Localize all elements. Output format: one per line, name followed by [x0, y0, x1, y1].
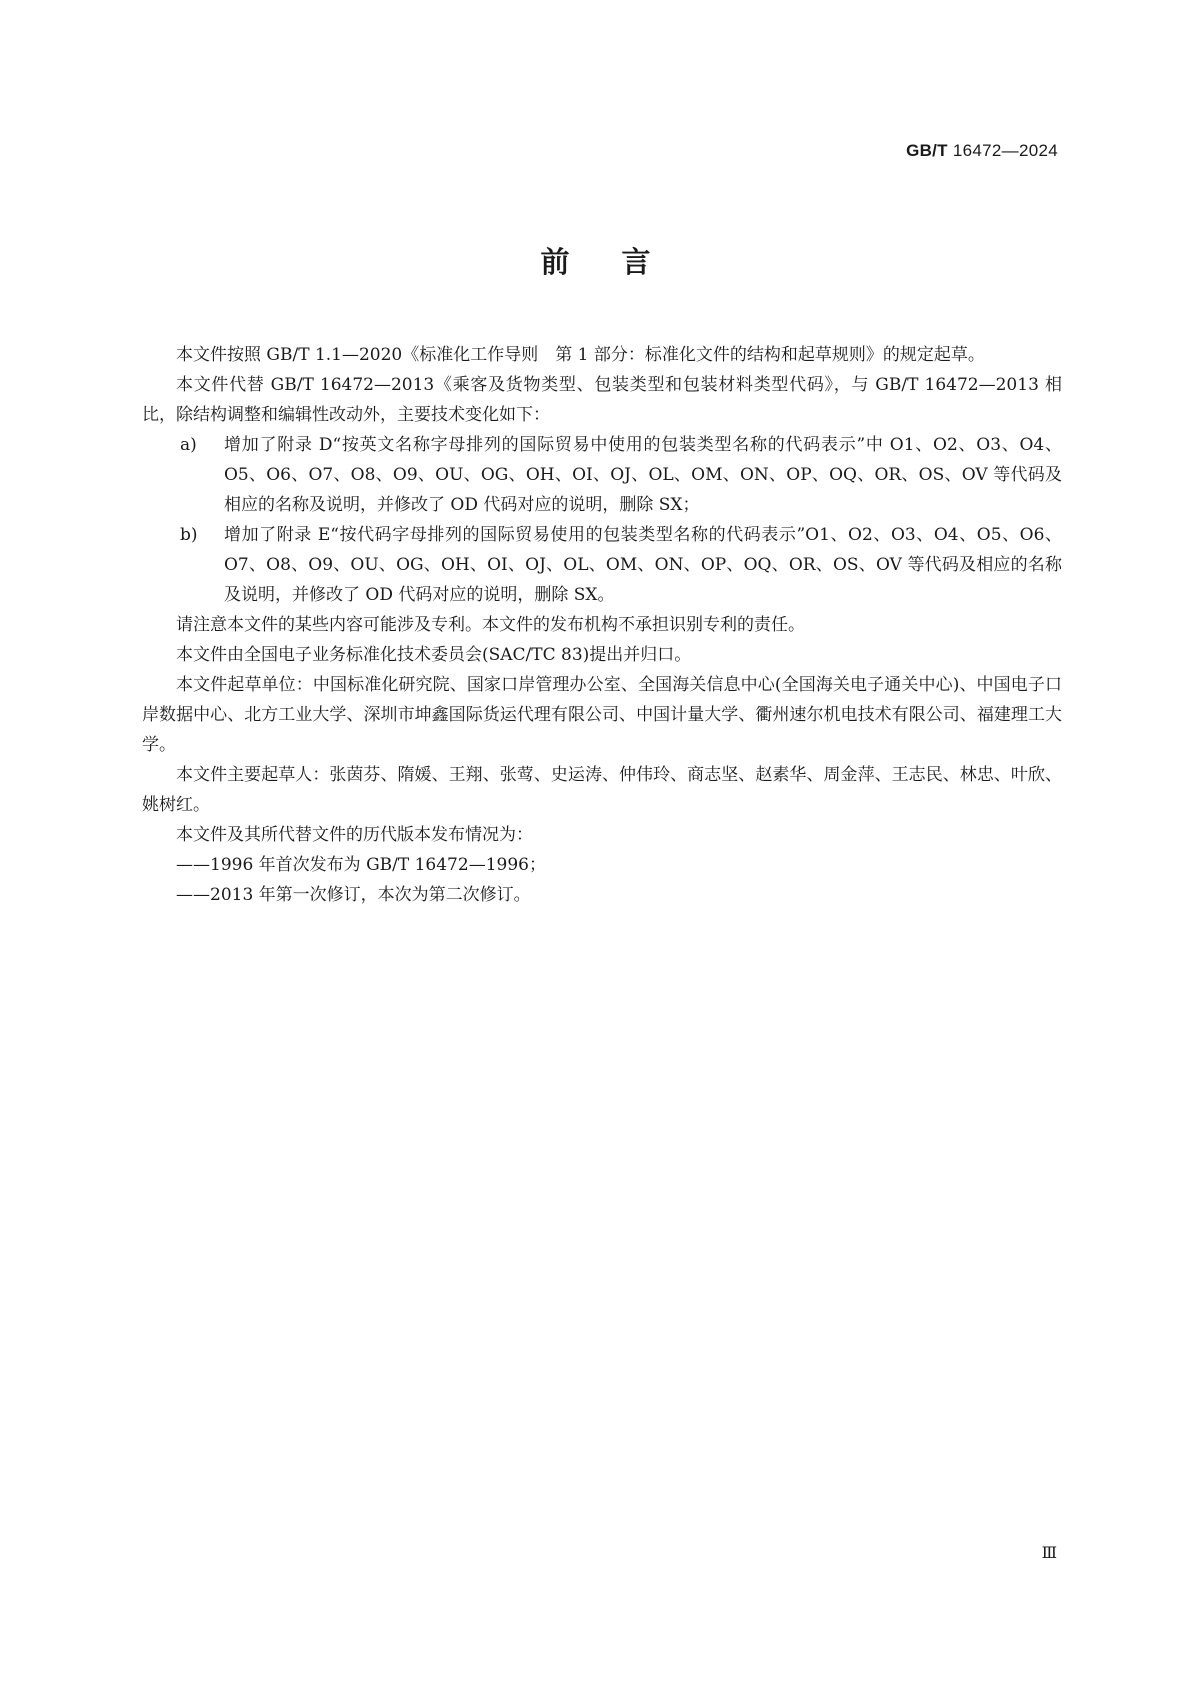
list-item-text: 增加了附录 E“按代码字母排列的国际贸易使用的包装类型名称的代码表示”O1、O2、O3、O4、O5、O6、O7、O8、O9、OU、OG、OH、OI、OJ、OL、OM、ON、OP、OQ、OR、OS、OV 等代码及相应的名称及说明，并修改了 OD 代码对应的说明，删除 SX。 [224, 525, 1062, 605]
page-number: Ⅲ [1041, 1543, 1057, 1562]
paragraph-drafters: 本文件主要起草人：张茵芬、隋媛、王翔、张莺、史运涛、仲伟玲、商志坚、赵素华、周金萍、王志民、林忠、叶欣、姚树红。 [142, 765, 1062, 815]
history-item-2013: ——2013 年第一次修订，本次为第二次修订。 [176, 885, 531, 905]
standard-code [906, 141, 1058, 161]
paragraph-patent-notice: 请注意本文件的某些内容可能涉及专利。本文件的发布机构不承担识别专利的责任。 [176, 615, 805, 635]
paragraph-drafting-units: 本文件起草单位：中国标准化研究院、国家口岸管理办公室、全国海关信息中心(全国海关电子通关中心)、中国电子口岸数据中心、北方工业大学、深圳市坤鑫国际货运代理有限公司、中国计量大学、衢州速尔机电技术有限公司、福建理工大学。 [142, 675, 1062, 755]
list-item-text: 增加了附录 D“按英文名称字母排列的国际贸易中使用的包装类型名称的代码表示”中 O1、O2、O3、O4、O5、O6、O7、O8、O9、OU、OG、OH、OI、OJ、OL、OM、ON、OP、OQ、OR、OS、OV 等代码及相应的名称及说明，并修改了 OD 代码对应的说明，删除 SX； [224, 435, 1062, 515]
standard-code-number: 16472—2024 [952, 141, 1058, 160]
standard-code-prefix: GB/T [906, 141, 948, 160]
page-title: 前言 [540, 245, 703, 279]
list-item-label: b) [180, 525, 198, 545]
list-item-a [142, 430, 1062, 520]
list-item-b [142, 520, 1062, 610]
foreword-body [142, 340, 1062, 910]
list-item-label: a) [180, 435, 197, 455]
paragraph-drafting-rules: 本文件按照 GB/T 1.1—2020《标准化工作导则 第 1 部分：标准化文件的结构和起草规则》的规定起草。 [176, 345, 985, 365]
paragraph-proposed-by: 本文件由全国电子业务标准化技术委员会(SAC/TC 83)提出并归口。 [176, 645, 692, 665]
paragraph-replacement: 本文件代替 GB/T 16472—2013《乘客及货物类型、包装类型和包装材料类型代码》，与 GB/T 16472—2013 相比，除结构调整和编辑性改动外，主要技术变化如下： [142, 375, 1062, 425]
history-item-1996: ——1996 年首次发布为 GB/T 16472—1996； [176, 855, 546, 875]
paragraph-version-history: 本文件及其所代替文件的历代版本发布情况为： [176, 825, 533, 845]
